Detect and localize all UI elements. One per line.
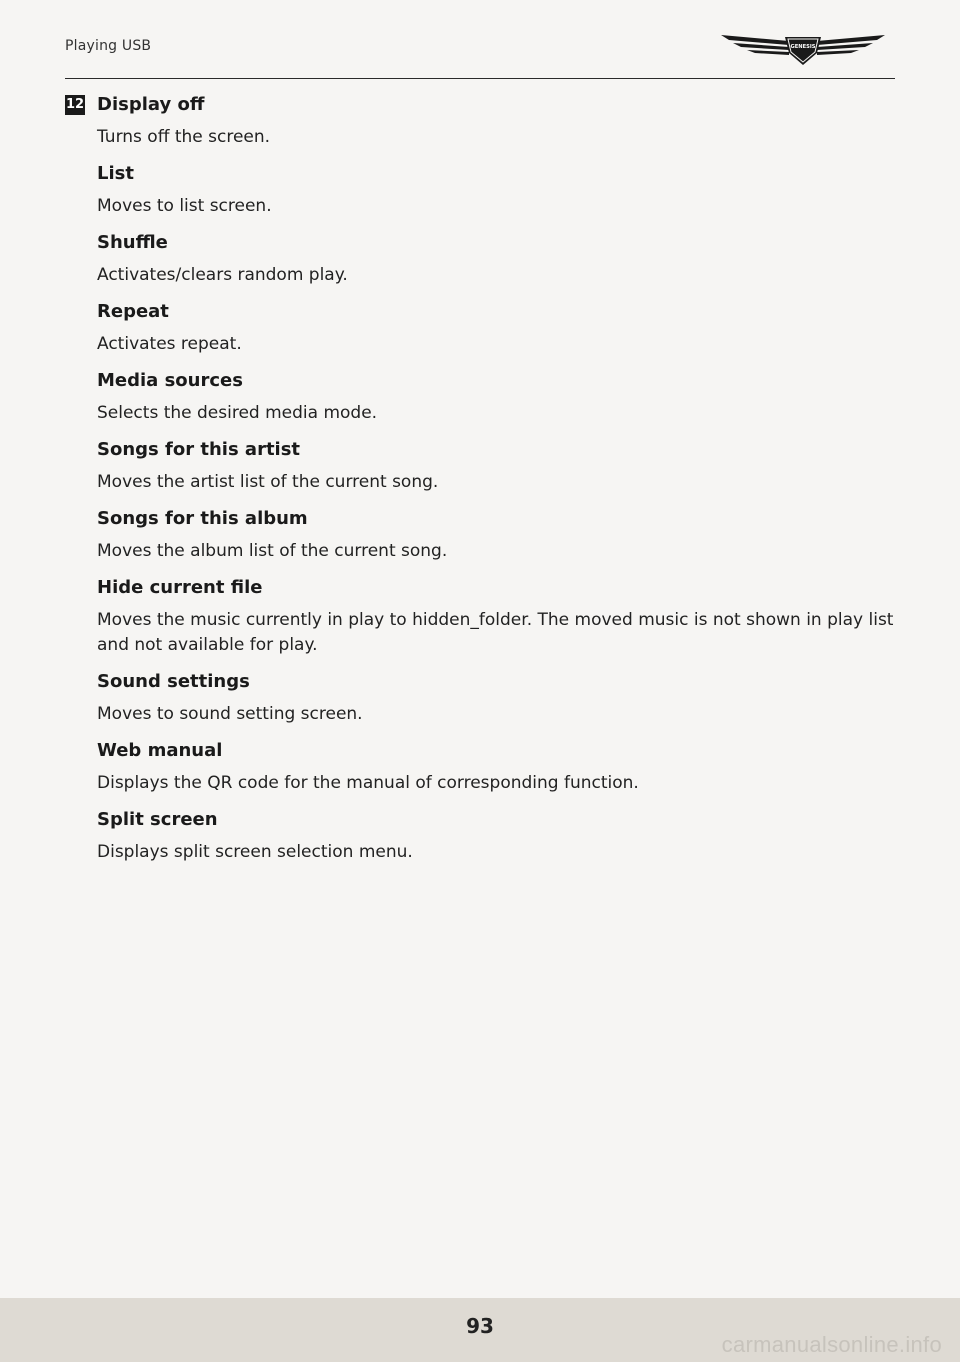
definition-description: Moves the album list of the current song. xyxy=(97,541,448,561)
definition-term: Display off xyxy=(97,94,205,115)
definition-term: Songs for this artist xyxy=(97,439,301,460)
logo-left-wing xyxy=(721,35,789,45)
definition-description: Turns off the screen. xyxy=(97,127,271,147)
definition-description: Moves the music currently in play to hidden_folder. The moved music is not shown in play list and not available for play. xyxy=(97,610,894,655)
definition-term: List xyxy=(97,163,134,184)
content-area xyxy=(65,93,895,877)
page-number: 93 xyxy=(466,1314,494,1338)
page-footer xyxy=(0,1298,960,1362)
definition-description: Activates repeat. xyxy=(97,334,242,354)
definition-term: Media sources xyxy=(97,370,243,391)
definition-term: Shuffle xyxy=(97,232,168,253)
page-header xyxy=(65,0,895,79)
definition-description: Displays split screen selection menu. xyxy=(97,842,413,862)
definition-description: Moves to sound setting screen. xyxy=(97,704,363,724)
definition-term: Sound settings xyxy=(97,671,250,692)
section-title: Playing USB xyxy=(65,38,152,54)
definition-term: Split screen xyxy=(97,809,218,830)
definition-list xyxy=(97,93,895,865)
definition-description: Moves to list screen. xyxy=(97,196,272,216)
definition-term: Songs for this album xyxy=(97,508,308,529)
definition-term: Hide current file xyxy=(97,577,263,598)
definition-description: Activates/clears random play. xyxy=(97,265,348,285)
logo-left-wing-3 xyxy=(747,50,789,55)
logo-text: GENESIS xyxy=(790,44,816,50)
logo-right-wing-3 xyxy=(817,50,859,55)
item-number-marker: 12 xyxy=(65,95,85,115)
watermark: carmanualsonline.info xyxy=(721,1332,942,1357)
definition-term: Web manual xyxy=(97,740,223,761)
logo-right-wing xyxy=(817,35,885,45)
definition-description: Displays the QR code for the manual of corresponding function. xyxy=(97,773,639,793)
genesis-logo xyxy=(719,31,887,67)
definition-description: Selects the desired media mode. xyxy=(97,403,378,423)
definition-description: Moves the artist list of the current song. xyxy=(97,472,439,492)
definition-term: Repeat xyxy=(97,301,169,322)
